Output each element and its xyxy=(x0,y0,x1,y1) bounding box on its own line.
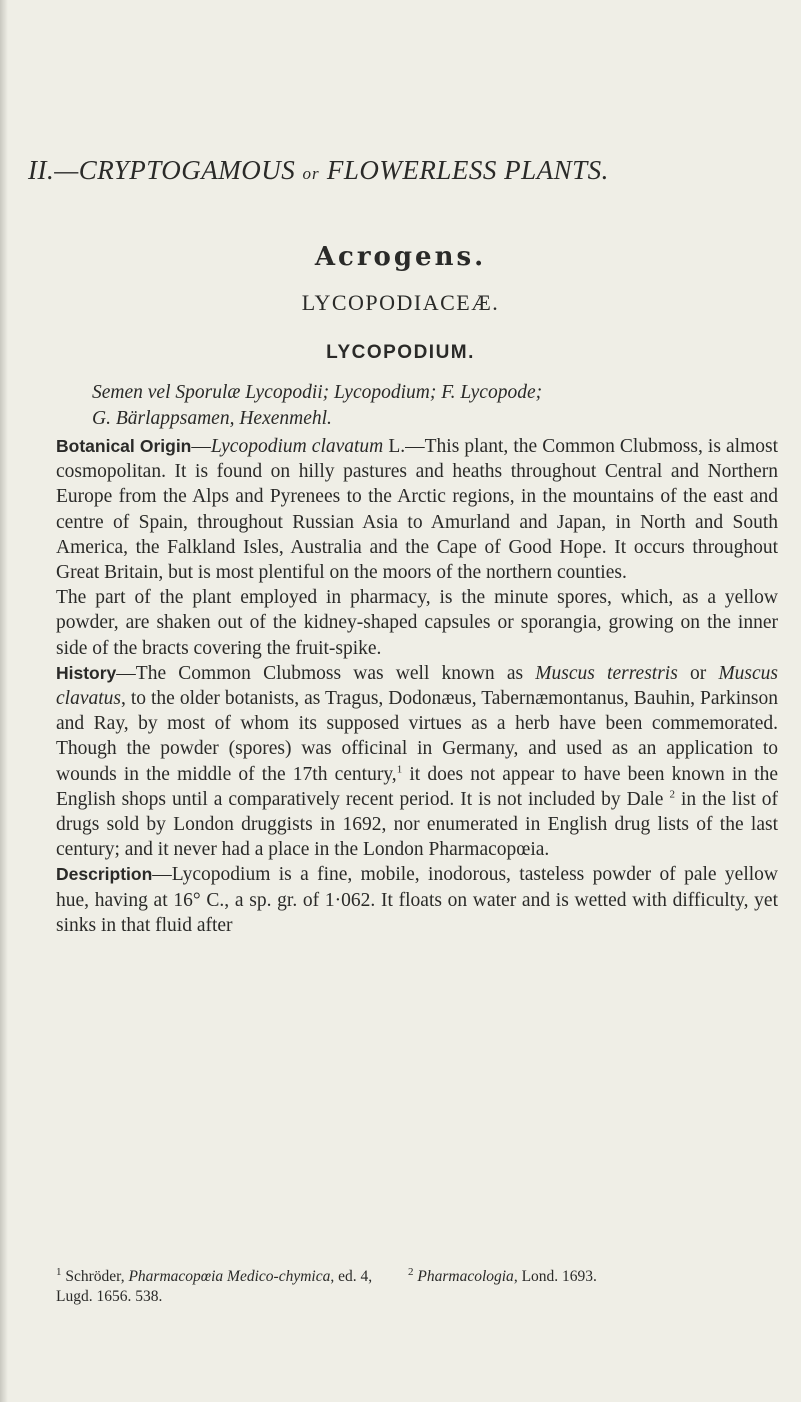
footnote-2-rest: , Lond. 1693. xyxy=(513,1268,597,1285)
synonyms-latin: Semen vel Sporulæ Lycopodii; Lycopodium; xyxy=(92,382,437,403)
history-heading: History xyxy=(56,662,117,683)
footnote-ref-2: 2 xyxy=(669,788,675,801)
description-text: —Lycopodium is a fine, mobile, inodorous, tasteless powder of pale yellow hue, having at 16° C., a sp. gr. of 1·062. It floats on water and is wetted with difficulty, yet sinks in that fluid after xyxy=(56,864,778,936)
botanical-species: Lycopodium clavatum xyxy=(210,436,384,457)
history-term-2: Muscus clavatus xyxy=(56,662,779,710)
footnote-1-title: Pharmacopœia Medico-chymica xyxy=(128,1268,331,1285)
history-paragraph xyxy=(56,661,778,863)
botanical-origin-dash: — xyxy=(191,436,211,457)
history-text-3: , to the older botanists, as Tragus, Dodonæus, Tabernæmontanus, Bauhin, Parkinson and Ray, by most of whom its supposed virtues as a herb have been commemorated. Though the powder (spores) was officinal in Germany, and used as an application to wounds in the middle of the 17th century, xyxy=(56,688,778,785)
synonyms-french: F. Lycopode; xyxy=(441,382,543,403)
synonyms xyxy=(92,380,782,432)
history-text-4: it does not appear to have been known in the English shops until a comparatively recent period. It is not included by Dale xyxy=(56,763,778,810)
part-title-or: or xyxy=(302,164,320,183)
footnote-1-number: 1 xyxy=(56,1265,62,1278)
botanical-origin-text: L.—This plant, the Common Clubmoss, is almost cosmopolitan. It is found on hilly pastures and heaths throughout Central and Northern Europe from the Alps and Pyrenees to the Arctic regions, in the mountains of the east and centre of Spain, throughout Russian Asia to Amurland and Japan, in North and South America, the Falkland Isles, Australia and the Cape of Good Hope. It occurs throughout Great Britain, but is most plentiful on the moors of the northern counties. xyxy=(56,436,778,584)
description-paragraph xyxy=(56,862,778,938)
footnote-2 xyxy=(390,1267,778,1307)
botanical-part-paragraph: The part of the plant employed in pharmacy, is the minute spores, which, as a yellow powder, are shaken out of the kidney-shaped capsules or sporangia, growing on the inner side of the bracts covering the fruit-spike. xyxy=(56,587,778,659)
botanical-origin-heading: Botanical Origin xyxy=(56,436,192,456)
part-title-end: FLOWERLESS PLANTS. xyxy=(326,155,609,185)
footnotes xyxy=(56,1267,778,1307)
history-text-1: —The Common Clubmoss was well known as xyxy=(116,662,536,684)
botanical-origin-paragraph xyxy=(56,434,778,585)
description-heading: Description xyxy=(56,864,153,885)
page-edge-shadow xyxy=(0,0,8,1402)
footnote-2-title: Pharmacologia xyxy=(417,1268,514,1285)
footnote-2-number: 2 xyxy=(408,1265,414,1278)
history-text-2: or xyxy=(677,662,719,684)
footnote-1-rest: , ed. 4, Lugd. 1656. 538. xyxy=(56,1268,373,1305)
part-title xyxy=(28,155,788,186)
drug-heading: LYCOPODIUM. xyxy=(326,342,475,363)
history-term-1: Muscus terrestris xyxy=(535,662,678,684)
footnote-1-author: Schröder, xyxy=(65,1268,129,1285)
family-heading: LYCOPODIACEÆ. xyxy=(301,290,500,315)
history-text-5: in the list of drugs sold by London druggists in 1692, nor enumerated in English drug lists of the last century; and it never had a place in the London Pharmacopœia. xyxy=(56,788,778,861)
division-heading: Acrogens. xyxy=(314,242,487,272)
footnote-row xyxy=(56,1267,778,1307)
footnote-1 xyxy=(56,1267,386,1307)
part-title-main: II.—CRYPTOGAMOUS xyxy=(28,155,296,185)
synonyms-german: G. Bärlappsamen, Hexenmehl. xyxy=(92,408,332,429)
article-body xyxy=(56,434,778,938)
footnote-ref-1: 1 xyxy=(396,763,403,776)
